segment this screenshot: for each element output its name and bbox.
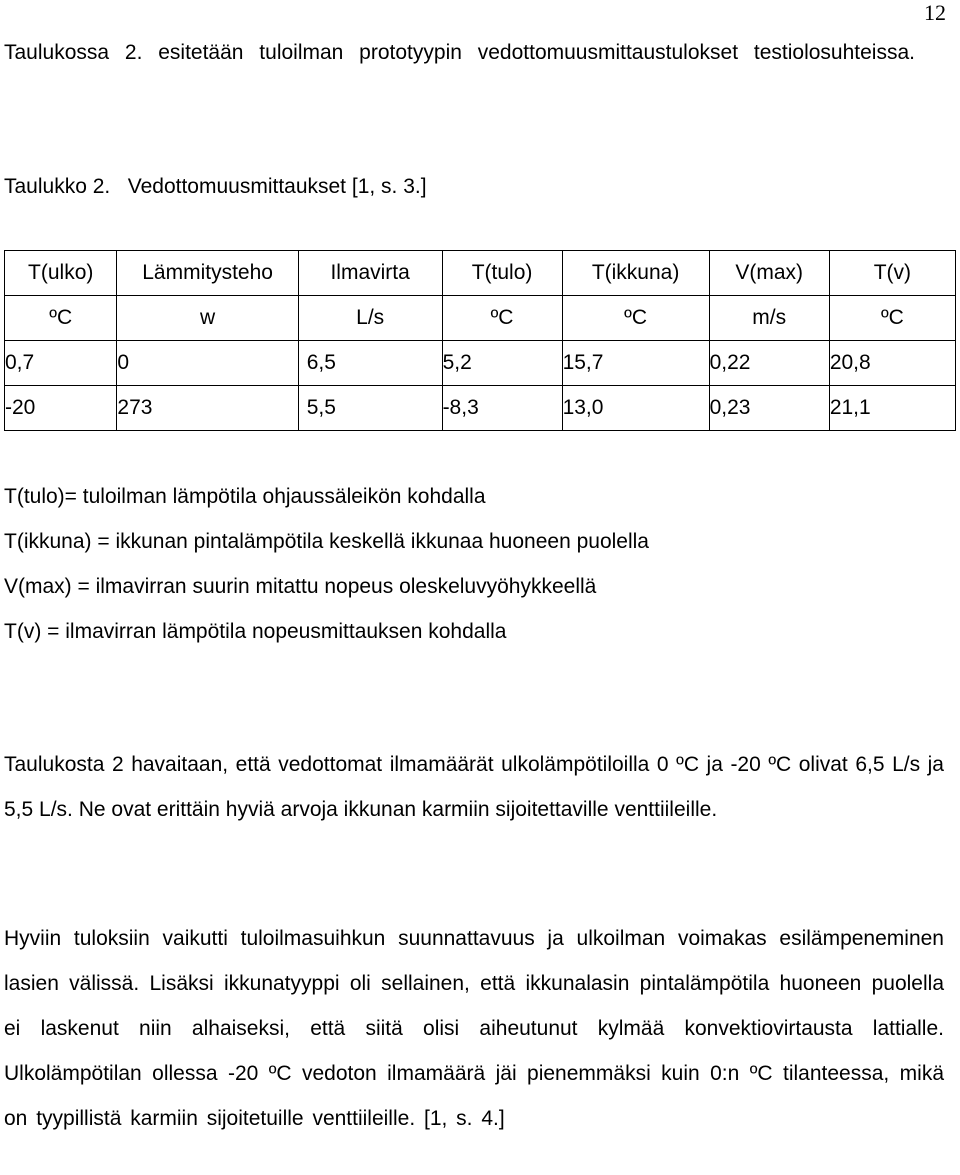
unit-cell: ºC [562, 296, 709, 341]
page-number: 12 [924, 0, 946, 25]
definitions-list [4, 474, 944, 654]
definition-item: T(tulo)= tuloilman lämpötila ohjaussäleikön kohdalla [4, 485, 486, 508]
table-cell: 0,22 [709, 341, 829, 386]
definition-item: T(ikkuna) = ikkunan pintalämpötila keskellä ikkunaa huoneen puolella [4, 530, 649, 553]
table-cell: -8,3 [442, 386, 562, 431]
table-cell: 21,1 [829, 386, 955, 431]
table-cell: 6,5 [298, 341, 442, 386]
header-cell: T(ikkuna) [562, 251, 709, 296]
unit-cell: w [117, 296, 298, 341]
unit-cell: L/s [298, 296, 442, 341]
table-cell: 13,0 [562, 386, 709, 431]
header-cell: V(max) [709, 251, 829, 296]
table-cell: 0 [117, 341, 298, 386]
table-cell: 0,7 [5, 341, 117, 386]
table-header-row [5, 251, 956, 296]
header-cell: T(v) [829, 251, 955, 296]
table-row [5, 341, 956, 386]
table-unit-row [5, 296, 956, 341]
table-row [5, 386, 956, 431]
unit-cell: ºC [442, 296, 562, 341]
unit-cell: m/s [709, 296, 829, 341]
table-cell: 5,2 [442, 341, 562, 386]
header-cell: T(ulko) [5, 251, 117, 296]
unit-cell: ºC [829, 296, 955, 341]
definition-item: T(v) = ilmavirran lämpötila nopeusmittauksen kohdalla [4, 620, 507, 643]
table-cell: 20,8 [829, 341, 955, 386]
header-cell: Ilmavirta [298, 251, 442, 296]
discussion-paragraph: Hyviin tuloksiin vaikutti tuloilmasuihkun suunnattavuus ja ulkoilman voimakas esilämpeneminen lasien välissä. Lisäksi ikkunatyyppi oli sellainen, että ikkunalasin pintalämpötila huoneen puolella ei laskenut niin alhaiseksi, että siitä olisi aiheutunut kylmää konvektiovirtausta lattialle. Ulkolämpötilan ollessa -20 ºC vedoton ilmamäärä jäi pienemmäksi kuin 0:n ºC tilanteessa, mikä on tyypillistä karmiin sijoitetuille venttiileille. [1, s. 4.] [4, 927, 944, 1130]
table-cell: 15,7 [562, 341, 709, 386]
results-paragraph: Taulukosta 2 havaitaan, että vedottomat ilmamäärät ulkolämpötiloilla 0 ºC ja -20 ºC olivat 6,5 L/s ja 5,5 L/s. Ne ovat erittäin hyviä arvoja ikkunan karmiin sijoitettaville venttiileille. [4, 753, 944, 821]
intro-paragraph: Taulukossa 2. esitetään tuloilman prototyypin vedottomuusmittaustulokset testiolosuhteissa. [4, 41, 915, 64]
measurement-table [4, 250, 956, 431]
definition-item: V(max) = ilmavirran suurin mitattu nopeus oleskeluvyöhykkeellä [4, 575, 597, 598]
table-cell: 273 [117, 386, 298, 431]
table-cell: -20 [5, 386, 117, 431]
table-cell: 5,5 [298, 386, 442, 431]
header-cell: Lämmitysteho [117, 251, 298, 296]
table-caption: Taulukko 2. Vedottomuusmittaukset [1, s. 3.] [4, 175, 427, 198]
header-cell: T(tulo) [442, 251, 562, 296]
unit-cell: ºC [5, 296, 117, 341]
table-cell: 0,23 [709, 386, 829, 431]
